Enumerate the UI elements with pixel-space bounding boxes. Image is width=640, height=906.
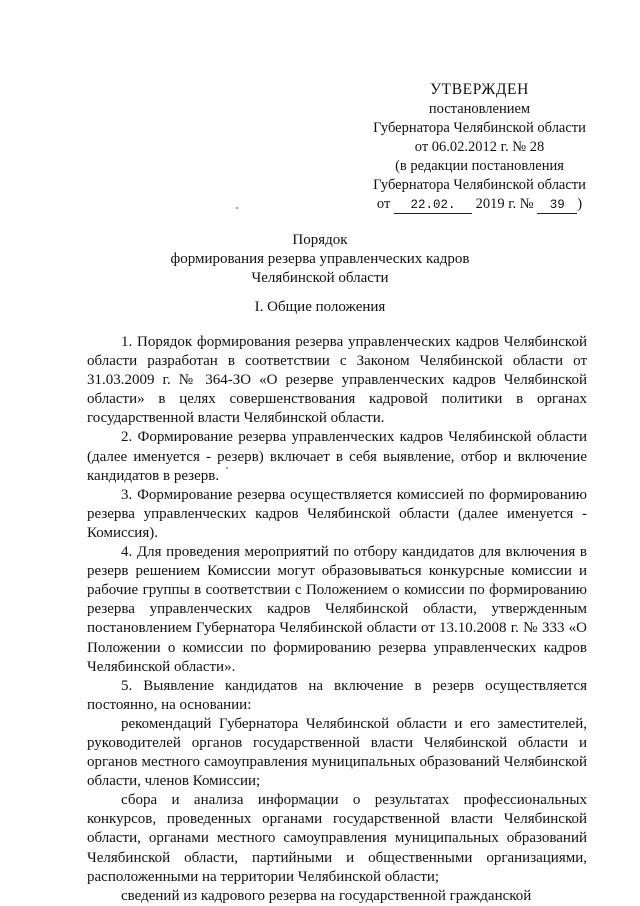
approval-from-label: от xyxy=(376,196,391,212)
approval-year-label: 2019 г. № xyxy=(475,196,534,212)
paragraph: сведений из кадрового резерва на государственной гражданской xyxy=(121,887,532,904)
approval-date-value: 22.02. xyxy=(394,198,472,214)
paragraph: рекомендаций Губернатора Челябинской области и его заместителей, руководителей органов государственной власти Челябинской области и органов местного самоуправления муниципальных образований Челябинской области, членов Комиссии; xyxy=(87,715,587,790)
approval-close-paren: ) xyxy=(577,196,583,212)
paragraph: 5. Выявление кандидатов на включение в резерв осуществляется постоянно, на основании: xyxy=(87,677,587,713)
approval-line: постановлением xyxy=(428,101,531,117)
section-heading: I. Общие положения xyxy=(254,299,386,315)
paragraph: сбора и анализа информации о результатах профессиональных конкурсов, проведенных органами государственной власти Челябинской области, органами местного самоуправления муниципальных образований Челябинской области, партийными и общественными организациями, расположенными на территории Челябинской области; xyxy=(87,792,587,885)
approval-edition-line xyxy=(352,195,607,214)
approval-line: Губернатора Челябинской области xyxy=(373,120,586,136)
paragraph: 2. Формирование резерва управленческих кадров Челябинской области (далее именуется - резерв) включает в себя выявление, отбор и включение кандидатов в резерв. xyxy=(87,429,587,484)
scan-speck xyxy=(226,467,228,469)
approval-line: (в редакции постановления xyxy=(395,158,564,174)
approval-stamp xyxy=(352,80,607,214)
document-body xyxy=(87,333,587,906)
paragraph: 1. Порядок формирования резерва управленческих кадров Челябинской области разработан в соответствии с Законом Челябинской области от 31.03.2009 г. № 364-ЗО «О резерве управленческих кадров Челябинской области» в целях совершенствования кадровой политики в органах государственной власти Челябинской области. xyxy=(87,334,587,427)
approval-line: Губернатора Челябинской области xyxy=(373,177,586,193)
approval-number-value: 39 xyxy=(537,198,577,214)
document-title xyxy=(80,231,560,288)
title-line: Порядок xyxy=(292,232,348,248)
title-line: формирования резерва управленческих кадров xyxy=(170,251,470,267)
approval-line: от 06.02.2012 г. № 28 xyxy=(414,139,545,155)
paragraph: 3. Формирование резерва осуществляется комиссией по формированию резерва управленческих кадров Челябинской области (далее именуется - Комиссия). xyxy=(87,486,587,541)
approval-heading: УТВЕРЖДЕН xyxy=(430,81,529,98)
paragraph: 4. Для проведения мероприятий по отбору кандидатов для включения в резерв решением Комиссии могут образовываться конкурсные комиссии и рабочие группы в соответствии с Положением о комиссии по формированию резерва управленческих кадров Челябинской области, утвержденным постановлением Губернатора Челябинской области от 13.10.2008 г. № 333 «О Положении о комиссии по формированию резерва управленческих кадров Челябинской области». xyxy=(87,544,587,675)
scan-speck xyxy=(236,207,238,209)
title-line: Челябинской области xyxy=(251,270,389,286)
